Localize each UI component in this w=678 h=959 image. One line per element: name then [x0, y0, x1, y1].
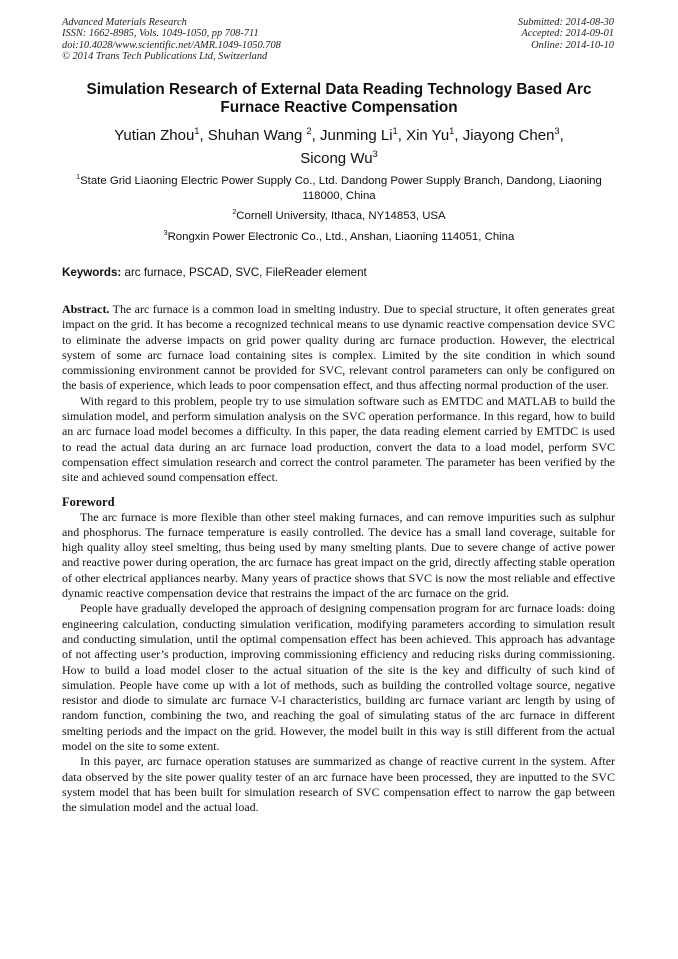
- copyright-line: © 2014 Trans Tech Publications Ltd, Switzerland: [62, 51, 268, 63]
- author-separator: ,: [559, 127, 564, 144]
- keywords-label: Keywords:: [62, 266, 122, 279]
- abstract-paragraph: [62, 302, 615, 394]
- affiliation-list: [64, 174, 614, 250]
- affiliation-mark: 3: [163, 229, 168, 237]
- author-separator: ,: [199, 127, 208, 144]
- affiliation: [64, 174, 614, 203]
- author: [406, 127, 463, 144]
- author-name: Jiayong Chen: [462, 127, 555, 144]
- author-separator: ,: [311, 127, 320, 144]
- author: [320, 127, 406, 144]
- paper-title: Simulation Research of External Data Reading Technology Based Arc Furnace Reactive Compensation: [86, 81, 592, 116]
- issn-line: ISSN: 1662-8985, Vols. 1049-1050, pp 708-711: [62, 28, 259, 40]
- accepted-date: Accepted: 2014-09-01: [521, 28, 614, 40]
- affiliation-text: State Grid Liaoning Electric Power Supply Co., Ltd. Dandong Power Supply Branch, Dandong, Liaoning 118000, China: [80, 175, 602, 202]
- author-name: Yutian Zhou: [114, 127, 195, 144]
- author-affiliation-mark: 1: [449, 126, 455, 136]
- author: [114, 127, 208, 144]
- journal-name: Advanced Materials Research: [62, 17, 187, 28]
- doi-line: doi:10.4028/www.scientific.net/AMR.1049-1050.708: [62, 39, 281, 51]
- affiliation: [64, 209, 614, 224]
- author-list: [60, 124, 618, 170]
- author-name: Sicong Wu: [300, 150, 373, 167]
- author-affiliation-mark: 1: [194, 126, 200, 136]
- keywords: [62, 266, 618, 280]
- author-name: Shuhan Wang: [207, 127, 307, 144]
- abstract-text: The arc furnace is a common load in smelting industry. Due to special structure, it often generates great impact on the grid. It has become a recognized technical means to use dynamic reactive compensation device SVC to eliminate the adverse impacts on grid power quality during arc furnace production. However, the electrical system of some arc furnace load containing sites is complex. Limited by the site condition in which sound commissioning environment cannot be provided for SVC, relevant control parameters can only be configured on the basis of experience, which leads to poor compensation effect, and thus affecting normal production of the user.: [62, 302, 615, 393]
- section-heading-foreword: Foreword: [62, 494, 115, 509]
- abstract-paragraph-2: With regard to this problem, people try to use simulation software such as EMTDC and MATLAB to build the simulation model, and perform simulation analysis on the SVC operation performance. In this regard, how to build an arc furnace load model becomes a difficulty. In this paper, the data reading element carried by EMTDC is used to read the actual data during an arc furnace load production, convert the data to a load model, perform SVC compensation effect simulation research and correct the control parameter. The parameter has been verified by the site and achieved sound compensation effect.: [62, 393, 615, 485]
- author-affiliation-mark: 2: [306, 126, 312, 136]
- abstract-label: Abstract.: [62, 302, 110, 316]
- author-affiliation-mark: 3: [554, 126, 560, 136]
- author: [208, 127, 320, 144]
- author-separator: ,: [397, 127, 407, 144]
- author: [300, 150, 377, 167]
- foreword-paragraph: The arc furnace is more flexible than other steel making furnaces, and can remove impurities such as sulphur and phosphorus. The furnace temperature is easily controlled. The device has a small land coverage, suitable for high quality alloy steel smelting, thus being used by many smelting plants. Due to severe change of active power and reactive power during operation, the arc furnace has great impact on the grid, directly affecting stable operation of other electrical appliances nearby. Many years of practice shows that SVC is now the most reliable and effective dynamic reactive compensation device that restrains the impact of the arc furnace on the grid.: [62, 509, 615, 601]
- affiliation-mark: 1: [76, 174, 81, 182]
- publication-dates: [518, 17, 614, 51]
- foreword-paragraph: People have gradually developed the approach of designing compensation program for arc furnace loads: doing engineering calculation, conducting simulation verification, modifying parameters according to simulation result and conducting simulation, until the optimal compensation effect has been achieved. This approach has advantage of not affecting user’s production, improving commissioning efficiency and reducing risks during commissioning. How to build a load model closer to the actual situation of the site is the key and difficulty of such kind of simulation. People have come up with a lot of methods, such as building the controlled voltage source, negative resistor and diode to simulate arc furnace V-I characteristics, building arc furnace variant arc length by using of random function, combining the two, and reaching the goal of simulating status of the arc furnace in different smelting periods and the impact on the grid. However, the model built in this way is still different from the actual model on the site to some extent.: [62, 601, 615, 754]
- affiliation: [64, 230, 614, 245]
- author-name: Junming Li: [320, 127, 393, 144]
- paper-body: [62, 302, 615, 816]
- journal-info: [62, 17, 281, 63]
- online-date: Online: 2014-10-10: [531, 39, 614, 51]
- author-name: Xin Yu: [406, 127, 450, 144]
- foreword-paragraph: In this payer, arc furnace operation statuses are summarized as change of reactive current in the system. After data observed by the site power quality tester of an arc furnace have been processed, they are inputted to the SVC system model that has been built for simulation research of SVC compensation effect to narrow the gap between the simulation model and the actual load.: [62, 754, 615, 815]
- keywords-text: arc furnace, PSCAD, SVC, FileReader element: [121, 266, 367, 279]
- author-separator: ,: [454, 127, 463, 144]
- affiliation-text: Rongxin Power Electronic Co., Ltd., Anshan, Liaoning 114051, China: [167, 230, 515, 243]
- affiliation-text: Cornell University, Ithaca, NY14853, USA: [236, 210, 446, 222]
- author: [463, 127, 564, 144]
- author-affiliation-mark: 3: [372, 149, 378, 159]
- author-affiliation-mark: 1: [392, 126, 398, 136]
- affiliation-mark: 2: [232, 209, 237, 217]
- submitted-date: Submitted: 2014-08-30: [517, 17, 614, 28]
